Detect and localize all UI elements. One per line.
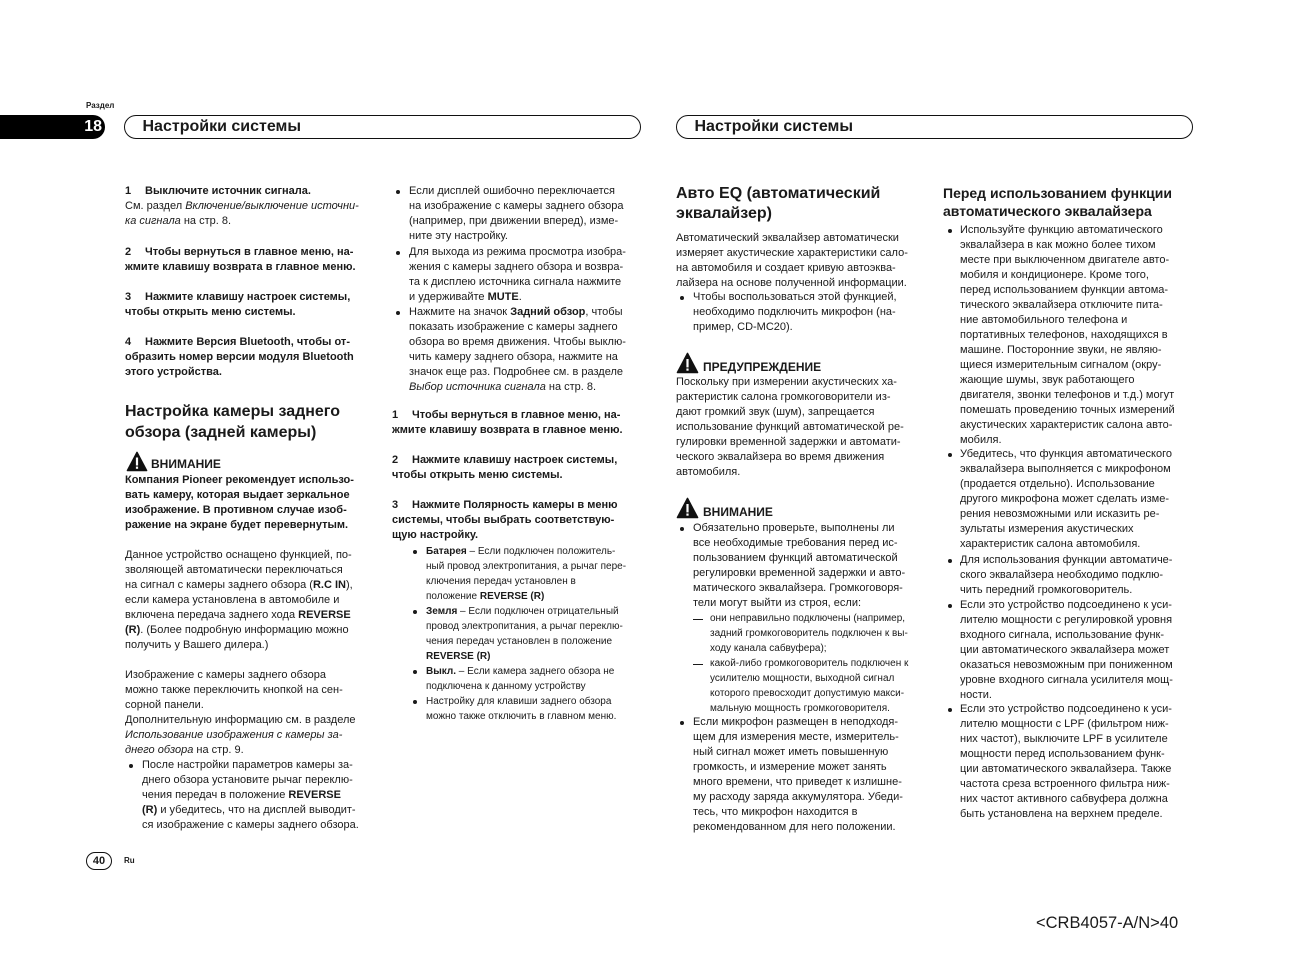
- gear-position: REVERSE (R): [426, 650, 491, 662]
- condition-text: они неправильно подключены (например, задний громкоговоритель подключен к вы- ходу канала сабвуфера);: [710, 612, 908, 654]
- dash-marker: [693, 664, 703, 665]
- body-text: . (Более подробную информацию можно получить у Вашего дилера.): [125, 623, 349, 651]
- option-item: [426, 544, 626, 604]
- bullet-marker: [413, 550, 417, 554]
- cross-reference: Включение/выключение источни- ка сигнала: [125, 199, 359, 227]
- bullet-marker: [948, 708, 952, 712]
- camera-section-heading: Настройка камеры заднего обзора (задней камеры): [125, 402, 341, 441]
- gear-position: REVERSE (R): [479, 590, 545, 602]
- dash-marker: [693, 619, 703, 620]
- bullet-text: .: [518, 290, 522, 303]
- step-heading: [125, 184, 311, 199]
- step-text: Чтобы вернуться в главное меню, на- жмите клавишу возврата в главное меню.: [125, 245, 356, 273]
- bullet-marker: [396, 190, 400, 194]
- input-name: R.C IN: [312, 578, 346, 591]
- step-number: 3: [392, 498, 399, 511]
- warning-icon: [676, 497, 699, 519]
- step-heading: [392, 453, 617, 483]
- bullet-marker: [396, 251, 400, 255]
- page-title: Настройки системы: [694, 118, 854, 135]
- warning-icon: [676, 352, 699, 374]
- option-text: – Если камера заднего обзора не подключена к данному устройству: [426, 665, 615, 692]
- step-text: Нажмите Версия Bluetooth, чтобы от- образить номер версии модуля Bluetooth этого устройства.: [125, 335, 354, 378]
- condition-item: [710, 611, 908, 656]
- step-number: 2: [392, 453, 399, 466]
- bullet-text: Нажмите на значок: [409, 305, 511, 318]
- step-heading: [392, 408, 623, 438]
- step-text: Нажмите клавишу настроек системы, чтобы открыть меню системы.: [125, 290, 351, 318]
- gear-position: REVERSE (R): [142, 788, 341, 816]
- before-use-heading: Перед использованием функции автоматического эквалайзера: [943, 185, 1172, 219]
- bullet-text: Если дисплей ошибочно переключается на изображение с камеры заднего обзора (например, при движении вперед), изме- ните эту настройку.: [409, 184, 624, 242]
- bullet-item: [409, 245, 626, 305]
- bullet-item: [960, 223, 1175, 448]
- step-number: 3: [125, 290, 132, 303]
- bullet-item: [409, 184, 624, 244]
- bullet-text: на стр. 8.: [545, 380, 597, 393]
- step-heading: [125, 290, 350, 320]
- bullet-text: Если это устройство подсоединено к уси- лителю мощности с LPF (фильтром ниж- них частот), выключите LPF в усилителе мощности перед использованием функ- ции автоматического эквалайзера. Также частота среза встроенного фильтра ниж- них частот активного сабвуфера должна быть установлена на верхнем пределе.: [960, 702, 1172, 820]
- bullet-text: и убедитесь, что на дисплей выводит- ся изображение с камеры заднего обзора.: [142, 803, 359, 831]
- bullet-marker: [680, 296, 684, 300]
- bullet-text: Используйте функцию автоматического эквалайзера в как можно более тихом месте при выключенном двигателе авто- мобиля и кондиционере. Кроме того, перед использованием функции автома- тического эквалайзера отключите пита- ние автомобильного телефона и портативных телефонов, находящихся в машине. Посторонние звуки, не являю- щиеся измерительным сигналом (окру- жающие шумы, звук работающего двигателя, звонки телефонов и т.д.) могут помешать проведению точных измерений акустических характеристик салона авто- мобиля.: [960, 223, 1175, 446]
- bullet-item: [693, 521, 905, 611]
- paragraph: [125, 548, 353, 653]
- bullet-marker: [396, 311, 400, 315]
- gear-position: REVERSE (R): [125, 608, 351, 636]
- page-title-right: [676, 115, 1193, 139]
- body-text: Данное устройство оснащено функцией, по- зволяющей автоматически переключаться на сигнал с камеры заднего обзора (: [125, 548, 352, 591]
- body-text: ), если камера установлена в автомобиле и включена передача заднего хода: [125, 578, 353, 621]
- option-name: Батарея: [426, 545, 467, 557]
- caution-label: ВНИМАНИЕ: [151, 456, 221, 471]
- section-tab: [0, 115, 105, 139]
- option-item: [426, 604, 623, 664]
- bullet-item: [693, 290, 897, 335]
- option-name: Выкл.: [426, 665, 457, 677]
- bullet-item: [960, 447, 1172, 552]
- option-item: [426, 664, 614, 694]
- warning-label: ПРЕДУПРЕЖДЕНИЕ: [703, 359, 822, 374]
- body-text: Изображение с камеры заднего обзора можно также переключить кнопкой на сен- сорной панели. Дополнительную информацию см. в разделе: [125, 668, 356, 726]
- option-name: Земля: [426, 605, 458, 617]
- body-text: на стр. 9.: [193, 743, 244, 756]
- step-number: 2: [125, 245, 132, 258]
- step-heading: [392, 498, 618, 543]
- bullet-text: , чтобы показать изображение с камеры заднего обзора во время движения. Чтобы выклю- чить камеру заднего обзора, нажмите на значок еще раз. Подробнее см. в разделе: [409, 305, 626, 378]
- body-text: См. раздел: [125, 199, 186, 212]
- bullet-item: [409, 305, 626, 395]
- bullet-text: После настройки параметров камеры за- днего обзора установите рычаг переклю- чения передач в положение: [142, 758, 353, 801]
- document-code: <CRB4057-A/N>40: [1036, 914, 1179, 932]
- condition-text: какой-либо громкоговоритель подключен к усилителю мощности, выходной сигнал которого превосходит допустимую макси- мальную мощность громкоговорителя.: [710, 657, 909, 714]
- condition-item: [710, 656, 908, 716]
- bullet-text: Для выхода из режима просмотра изобра- жения с камеры заднего обзора и возвра- та к дисплею источника сигнала нажмите и удерживайте: [409, 245, 626, 303]
- step-number: 4: [125, 335, 132, 348]
- bullet-text: Для использования функции автоматиче- ского эквалайзера необходимо подклю- чить передний громкоговоритель.: [960, 553, 1173, 596]
- language-code: Ru: [124, 856, 135, 865]
- bullet-item: [960, 598, 1173, 703]
- intro-paragraph: Автоматический эквалайзер автоматически измеряет акустические характеристики сало- на автомобиля и создает кривую автоэква- лайзера на основе полученной информации.: [676, 231, 908, 289]
- option-note: [426, 694, 616, 724]
- step-heading: [125, 245, 356, 275]
- button-name: MUTE: [487, 290, 519, 303]
- note-text: Настройку для клавиши заднего обзора можно также отключить в главном меню.: [426, 695, 617, 722]
- step-text: Выключите источник сигнала.: [145, 184, 311, 197]
- bullet-marker: [413, 670, 417, 674]
- page-title-left: [124, 115, 641, 139]
- bullet-text: Убедитесь, что функция автоматического эквалайзера выполняется с микрофоном (продается отдельно). Использование другого микрофона может сделать изме- рения невозможными или исказить ре- зультаты измерения акустических характеристик салона автомобиля.: [960, 447, 1172, 550]
- icon-name: Задний обзор: [510, 305, 586, 318]
- bullet-marker: [129, 764, 133, 768]
- cross-reference: Выбор источника сигнала: [409, 380, 546, 393]
- bullet-item: [142, 758, 359, 833]
- bullet-marker: [948, 604, 952, 608]
- option-text: – Если подключен отрицательный провод электропитания, а рычаг переклю- чения передач установлен в положение: [426, 605, 623, 647]
- option-text: – Если подключен положитель- ный провод электропитания, а рычаг пере- ключения передач установлен в положение: [426, 545, 627, 602]
- caution-label: ВНИМАНИЕ: [703, 504, 773, 519]
- step-number: 1: [125, 184, 132, 197]
- bullet-text: Чтобы воспользоваться этой функцией, необходимо подключить микрофон (на- пример, CD-MC20).: [693, 290, 897, 333]
- section-number: 18: [84, 118, 102, 135]
- bullet-marker: [680, 721, 684, 725]
- section-label: Раздел: [86, 101, 115, 110]
- bullet-item: [960, 553, 1172, 598]
- step-text: Нажмите Полярность камеры в меню системы, чтобы выбрать соответствую- щую настройку.: [392, 498, 618, 541]
- bullet-marker: [413, 700, 417, 704]
- step-number: 1: [392, 408, 399, 421]
- warning-icon: [126, 451, 148, 472]
- bullet-marker: [413, 610, 417, 614]
- bullet-item: [693, 715, 903, 835]
- body-text: на стр. 8.: [180, 214, 232, 227]
- step-body: [125, 199, 359, 229]
- warning-text: Поскольку при измерении акустических ха- рактеристик салона громкоговорители из- дают громкий звук (шум), запрещается использование функций автоматической ре- гулировки временной задержки и автомати- ческого эквалайзера во время движения автомобиля.: [676, 375, 904, 478]
- page-number: 40: [92, 855, 106, 867]
- bullet-marker: [680, 527, 684, 531]
- bullet-text: Если это устройство подсоединено к уси- лителю мощности с регулировкой уровня входного сигнала, использование функ- ции автоматического эквалайзера может оказаться невозможным при пониженном уровне входного сигнала усилителя мощ- ности.: [960, 598, 1173, 701]
- caution-text: Компания Pioneer рекомендует использо- вать камеру, которая выдает зеркальное изображение. В противном случае изоб- ражение на экране будет перевернутым.: [125, 473, 354, 531]
- bullet-marker: [948, 229, 952, 233]
- step-text: Нажмите клавишу настроек системы, чтобы открыть меню системы.: [392, 453, 618, 481]
- bullet-text: Если микрофон размещен в неподходя- щем для измерения месте, измеритель- ный сигнал может иметь повышенную громкость, и измерение может занять много времени, что приведет к излишне- му расходу заряда аккумулятора. Убеди- тесь, что микрофон находится в рекомендованном для него положении.: [693, 715, 903, 833]
- page-title: Настройки системы: [142, 118, 302, 135]
- cross-reference: Использование изображения с камеры за- днего обзора: [125, 728, 343, 756]
- step-heading: [125, 335, 354, 380]
- bullet-marker: [948, 559, 952, 563]
- step-text: Чтобы вернуться в главное меню, на- жмите клавишу возврата в главное меню.: [392, 408, 623, 436]
- paragraph: [125, 668, 356, 758]
- bullet-item: [960, 702, 1172, 822]
- page-number-badge: [86, 852, 112, 870]
- bullet-text: Обязательно проверьте, выполнены ли все необходимые требования перед ис- пользованием функций автоматической регулировки временной задержки и авто- матического эквалайзера. Громкоговоря- тели могут выйти из строя, если:: [693, 521, 906, 609]
- bullet-marker: [948, 453, 952, 457]
- auto-eq-heading: Авто EQ (автоматический эквалайзер): [676, 185, 881, 222]
